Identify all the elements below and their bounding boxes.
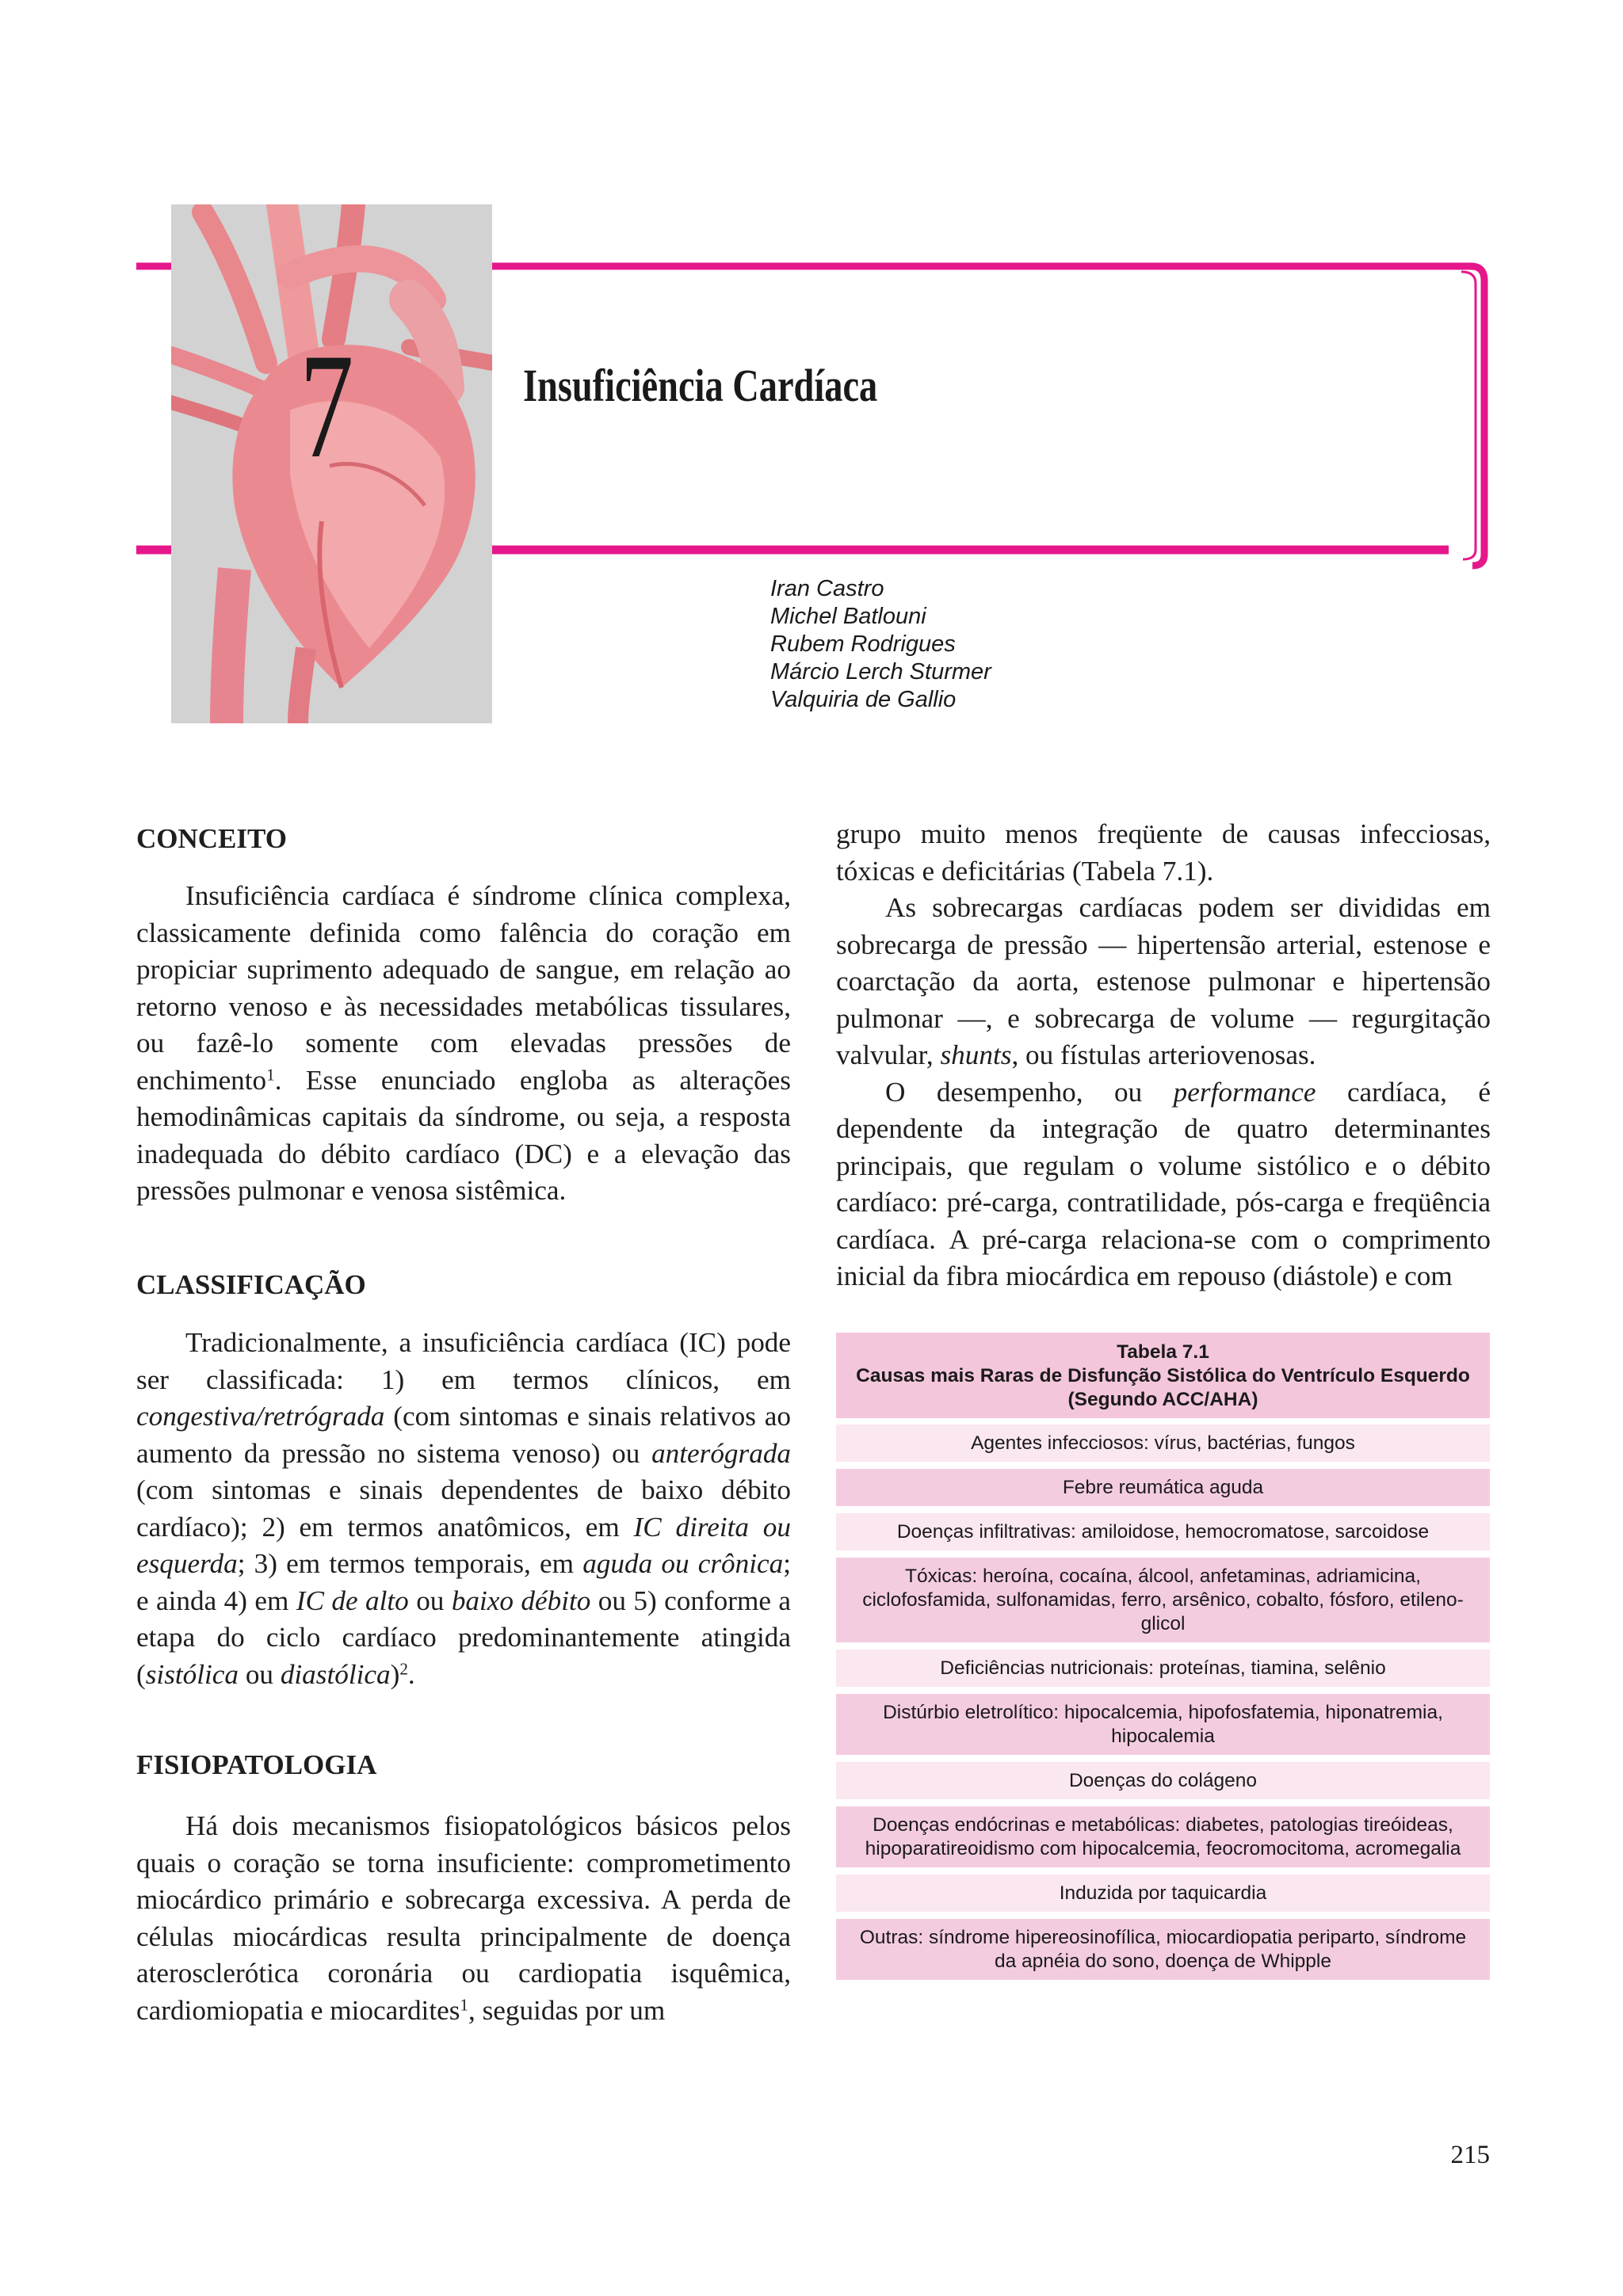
table-row: Doenças do colágeno: [836, 1762, 1490, 1799]
author: Michel Batlouni: [770, 604, 926, 629]
table-title: Tabela 7.1: [1117, 1341, 1209, 1363]
table-subtitle: Causas mais Raras de Disfunção Sistólica do Ventrículo Esquerdo (Segundo ACC/AHA): [856, 1365, 1470, 1410]
author: Iran Castro: [770, 576, 884, 601]
table-row: Doenças endócrinas e metabólicas: diabetes, patologias tireóideas, hipoparatireoidismo com hipocalcemia, feocromocitoma, acromegalia: [836, 1806, 1490, 1867]
table-row: Febre reumática aguda: [836, 1469, 1490, 1506]
paragraph-continuation: grupo muito menos freqüente de causas infecciosas, tóxicas e deficitárias (Tabela 7.1).: [836, 818, 1491, 887]
author-list: [770, 575, 991, 714]
chapter-title: Insuficiência Cardíaca: [523, 360, 878, 411]
paragraph-desempenho: O desempenho, ou performance cardíaca, é dependente da integração de quatro determinantes principais, que regulam o volume sistólico e o débito cardíaco: pré-carga, contratilidade, pós-carga e freqüência cardíaca. A pré-carga relaciona-se com o comprimento inicial da fibra miocárdica em repouso (diástole) e com: [836, 1076, 1491, 1291]
table-row: Doenças infiltrativas: amiloidose, hemocromatose, sarcoidose: [836, 1513, 1490, 1550]
page-number: 215: [1450, 2141, 1490, 2169]
author: Márcio Lerch Sturmer: [770, 659, 991, 685]
table-row: Deficiências nutricionais: proteínas, tiamina, selênio: [836, 1650, 1490, 1687]
table-row: Tóxicas: heroína, cocaína, álcool, anfetaminas, adriamicina, ciclofosfamida, sulfonamidas, ferro, arsênico, cobalto, fósforo, etileno-glicol: [836, 1558, 1490, 1642]
table-7-1: [836, 1333, 1490, 1987]
chapter-number: 7: [300, 323, 354, 490]
right-column-text: [836, 816, 1491, 1295]
section-heading-classificacao: CLASSIFICAÇÃO: [136, 1269, 366, 1300]
author: Valquiria de Gallio: [770, 687, 957, 712]
author: Rubem Rodrigues: [770, 631, 956, 657]
table-header: [836, 1333, 1490, 1418]
table-row: Distúrbio eletrolítico: hipocalcemia, hipofosfatemia, hiponatremia, hipocalemia: [836, 1694, 1490, 1755]
table-row: Outras: síndrome hipereosinofílica, miocardiopatia periparto, síndrome da apnéia do sono, doença de Whipple: [836, 1919, 1490, 1980]
paragraph-classificacao: Tradicionalmente, a insuficiência cardíaca (IC) pode ser classificada: 1) em termos clínicos, em congestiva/retrógrada (com sintomas e sinais relativos ao aumento da pressão no sistema venoso) ou anterógrada (com sintomas e sinais dependentes de baixo débito cardíaco); 2) em termos anatômicos, em IC direita ou esquerda; 3) em termos temporais, em aguda ou crônica; e ainda 4) em IC de alto ou baixo débito ou 5) conforme a etapa do ciclo cardíaco predominantemente atingida (sistólica ou diastólica)$^2$.: [136, 1327, 791, 1690]
section-heading-fisiopatologia: FISIOPATOLOGIA: [136, 1749, 377, 1780]
section-heading-conceito: CONCEITO: [136, 823, 287, 854]
table-row: Agentes infecciosos: vírus, bactérias, fungos: [836, 1425, 1490, 1462]
table-row: Induzida por taquicardia: [836, 1875, 1490, 1912]
paragraph-sobrecargas: As sobrecargas cardíacas podem ser divididas em sobrecarga de pressão — hipertensão arterial, estenose e coarctação da aorta, estenose pulmonar e hipertensão pulmonar —, e sobrecarga de volume — regurgitação valvular, shunts, ou fístulas arteriovenosas.: [836, 892, 1491, 1070]
paragraph-conceito: Insuficiência cardíaca é síndrome clínica complexa, classicamente definida como falência do coração em propiciar suprimento adequado de sangue, em relação ao retorno venoso e às necessidades metabólicas tissulares, ou fazê-lo somente com elevadas pressões de enchimento$^1$. Esse enunciado engloba as alterações hemodinâmicas capitais da síndrome, ou seja, a resposta inadequada do débito cardíaco (DC) e a elevação das pressões pulmonar e venosa sistêmica.: [136, 880, 791, 1206]
paragraph-fisiopatologia: Há dois mecanismos fisiopatológicos básicos pelos quais o coração se torna insuficiente: comprometimento miocárdico primário e sobrecarga excessiva. A perda de células miocárdicas resulta principalmente de doença aterosclerótica coronária ou cardiopatia isquêmica, cardiomiopatia e miocardites$^1$, seguidas por um: [136, 1810, 791, 2026]
